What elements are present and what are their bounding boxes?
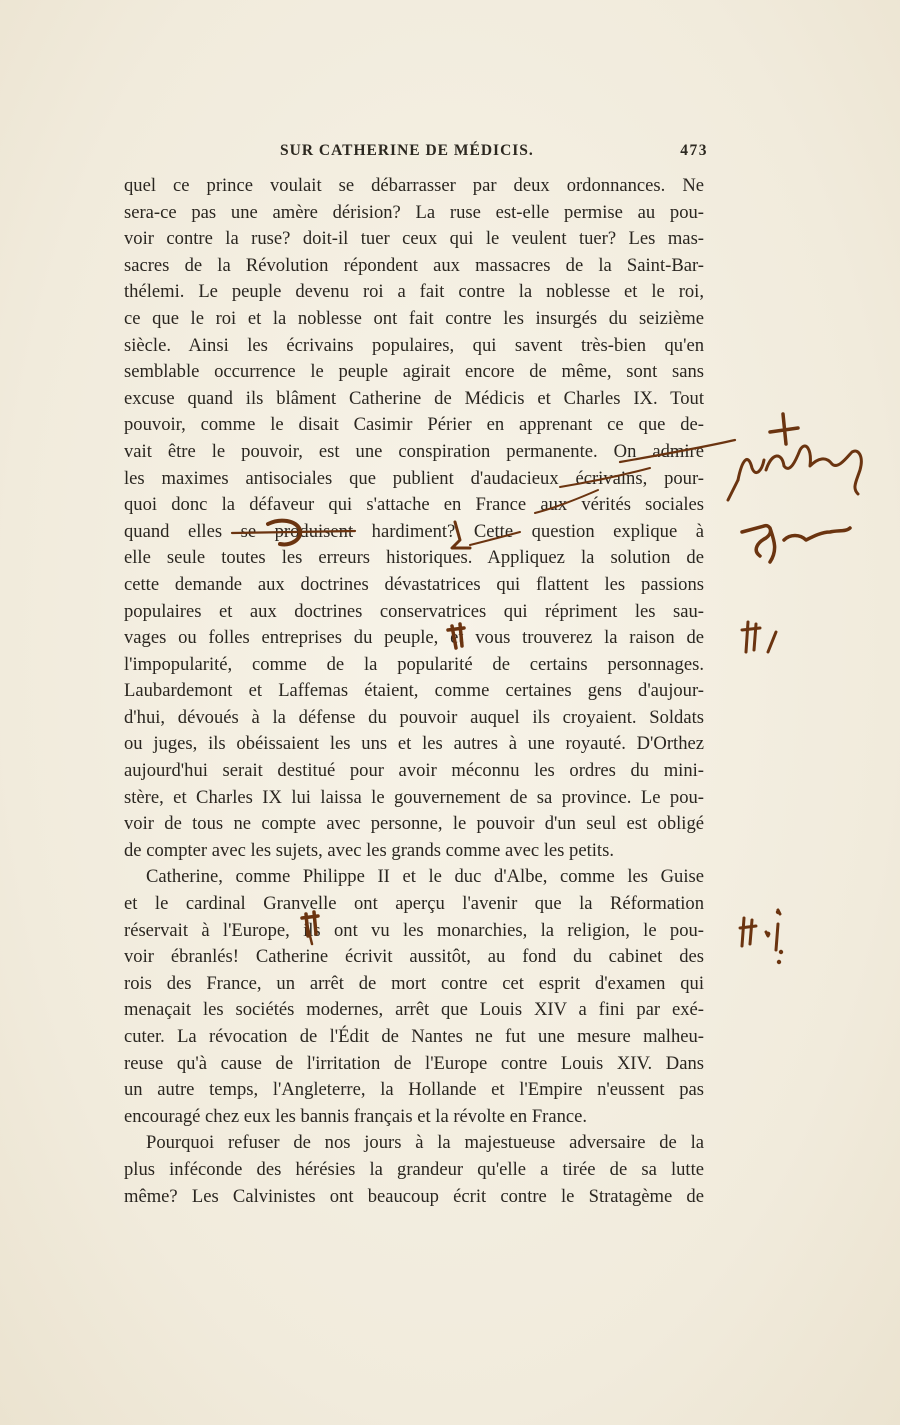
text-line: ou juges, ils obéissaient les uns et les autres à une royauté. D'Orthez xyxy=(124,733,704,755)
text-line: quel ce prince voulait se débarrasser par deux ordonnances. Ne xyxy=(124,175,704,196)
text-line: de compter avec les sujets, avec les grands comme avec les petits. xyxy=(124,839,614,861)
text-line: encouragé chez eux les bannis français et la révolte en France. xyxy=(124,1105,588,1127)
page-number: 473 xyxy=(680,142,708,159)
text-line: un autre temps, l'Angleterre, la Hollande et l'Empire n'eussent pas xyxy=(124,1079,704,1101)
text-line: thélemi. Le peuple devenu roi a fait contre la noblesse et le roi, xyxy=(124,281,704,303)
text-line: elle seule toutes les erreurs historiques. Appliquez la solution de xyxy=(124,547,704,569)
margin-word-stroke xyxy=(740,910,780,950)
text-line: excuse quand ils blâment Catherine de Médicis et Charles IX. Tout xyxy=(124,387,704,409)
text-line: rois des France, un arrêt de mort contre cet esprit d'examen qui xyxy=(124,972,704,994)
text-line: Catherine, comme Philippe II et le duc d'Albe, comme les Guise xyxy=(146,866,704,888)
text-line: cette demande aux doctrines dévastatrices qui flattent les passions xyxy=(124,573,704,595)
delete-sign xyxy=(770,414,798,444)
text-line: cuter. La révocation de l'Édit de Nantes ne fut une mesure malheu- xyxy=(124,1026,704,1047)
text-line: quoi donc la défaveur qui s'attache en France aux vérités sociales xyxy=(124,494,704,516)
text-line: voir contre la ruse? doit-il tuer ceux qui le veulent tuer? Les mas- xyxy=(124,228,704,250)
text-line: vages ou folles entreprises du peuple, et vous trouverez la raison de xyxy=(124,627,704,649)
text-line: réservait à l'Europe, ils ont vu les monarchies, la religion, le pou- xyxy=(124,919,704,941)
running-title: SUR CATHERINE DE MÉDICIS. xyxy=(280,142,534,159)
text-line: même? Les Calvinistes ont beaucoup écrit contre le Stratagème de xyxy=(124,1185,704,1207)
text-line: siècle. Ainsi les écrivains populaires, qui savent très-bien qu'en xyxy=(124,334,704,356)
text-line: pouvoir, comme le disait Casimir Périer en apprenant ce que de- xyxy=(124,414,704,436)
running-header xyxy=(280,142,708,164)
text-line: quand elles se produisent hardiment? Cette question explique à xyxy=(124,520,704,542)
text-line: Pourquoi refuser de nos jours à la majestueuse adversaire de la xyxy=(146,1132,704,1154)
text-line: semblable occurrence le peuple agirait encore de même, sont sans xyxy=(124,361,704,383)
text-line: stère, et Charles IX lui laissa le gouvernement de sa province. Le pou- xyxy=(124,786,704,808)
text-line: et le cardinal Granvelle ont aperçu l'avenir que la Réformation xyxy=(124,893,704,915)
margin-word-stroke xyxy=(728,480,738,500)
text-line: voir de tous ne compte avec personne, le pouvoir d'un seul est obligé xyxy=(124,813,704,835)
text-line: sera-ce pas une amère dérision? La ruse est-elle permise au pou- xyxy=(124,201,704,223)
margin-word-stroke xyxy=(742,526,850,562)
text-line: ce que le roi et la noblesse ont fait contre les insurgés du seizième xyxy=(124,307,704,329)
body-text xyxy=(124,173,704,1210)
text-line: reuse qu'à cause de l'irritation de l'Europe contre Louis XIV. Dans xyxy=(124,1052,704,1074)
text-line: voir ébranlés! Catherine écrivit aussitôt, au fond du cabinet des xyxy=(124,946,704,968)
text-line: sacres de la Révolution répondent aux massacres de la Saint-Bar- xyxy=(124,254,704,276)
text-line: l'impopularité, comme de la popularité de certains personnages. xyxy=(124,653,704,675)
text-line: d'hui, dévoués à la défense du pouvoir auquel ils croyaient. Soldats xyxy=(124,706,704,728)
text-line: Laubardemont et Laffemas étaient, comme certaines gens d'aujour- xyxy=(124,680,704,702)
text-line: aujourd'hui serait destitué pour avoir méconnu les ordres du mini- xyxy=(124,760,704,782)
text-line: les maximes antisociales que publient d'audacieux écrivains, pour- xyxy=(124,467,704,489)
text-line: vait être le pouvoir, est une conspiration permanente. On admire xyxy=(124,440,704,462)
text-line: plus inféconde des hérésies la grandeur qu'elle a tirée de sa lutte xyxy=(124,1158,704,1180)
text-line: populaires et aux doctrines conservatrices qui répriment les sau- xyxy=(124,600,704,622)
margin-word-stroke xyxy=(738,446,861,494)
text-line: menaçait les sociétés modernes, arrêt que Louis XIV a fini par exé- xyxy=(124,999,704,1021)
margin-word-stroke xyxy=(742,622,776,652)
